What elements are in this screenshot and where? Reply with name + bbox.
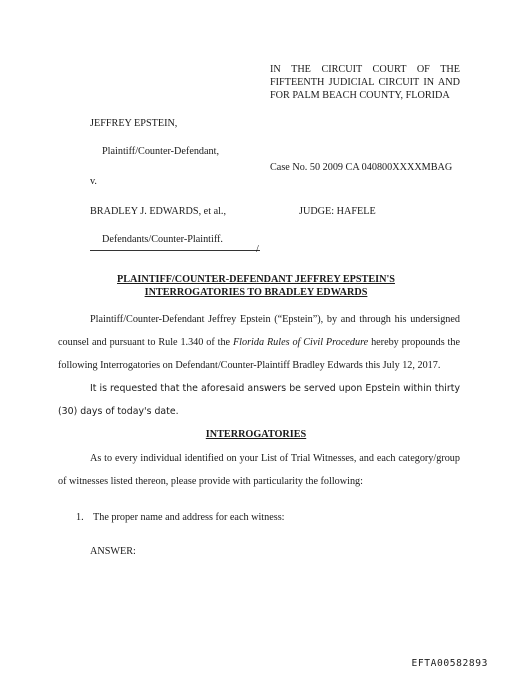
item-1-text: The proper name and address for each witness: — [93, 512, 285, 523]
court-line-3: FOR PALM BEACH COUNTY, FLORIDA — [270, 90, 450, 101]
plaintiff-role: Plaintiff/Counter-Defendant, — [102, 146, 220, 157]
case-number: Case No. 50 2009 CA 040800XXXXMBAG — [270, 162, 453, 173]
witness-text: As to every individual identified on your List of Trial Witnesses, and each category/group of witnesses listed thereon, please provide with particularity the following: — [58, 453, 460, 488]
intro-text-start: Plaintiff/Counter-Defendant Jeffrey Epstein (“Epstein”), by and through his undersigned counsel and pursuant to Rule 1.340 of the — [58, 314, 460, 349]
answer-label: ANSWER: — [90, 546, 136, 557]
interrogatories-heading: INTERROGATORIES — [205, 429, 307, 440]
plaintiff-name: JEFFREY EPSTEIN, — [90, 118, 178, 129]
caption-slash: / — [256, 244, 259, 255]
judge-label: JUDGE: HAFELE — [299, 206, 376, 217]
request-paragraph — [58, 377, 460, 423]
title-line-1: PLAINTIFF/COUNTER-DEFENDANT JEFFREY EPSTEIN'S — [117, 274, 395, 285]
intro-rules-title: Florida Rules of Civil Procedure — [232, 337, 369, 349]
versus-label: v. — [90, 176, 97, 187]
item-1-number: 1. — [76, 512, 84, 523]
court-line-2: FIFTEENTH JUDICIAL CIRCUIT IN AND — [270, 77, 460, 88]
caption-rule — [90, 250, 260, 251]
defendant-name: BRADLEY J. EDWARDS, et al., — [90, 206, 227, 217]
title-line-2: INTERROGATORIES TO BRADLEY EDWARDS — [144, 286, 368, 298]
witness-paragraph — [58, 447, 460, 493]
court-line-1: IN THE CIRCUIT COURT OF THE — [270, 64, 460, 75]
document-title — [0, 274, 512, 299]
intro-text-end: hereby propounds the following Interrogatories on Defendant/Counter-Plaintiff Bradley Edwards this July 12, 2017. — [58, 337, 460, 372]
request-text: It is requested that the aforesaid answers be served upon Epstein within thirty (30) days of today's date. — [58, 383, 460, 418]
defendant-role: Defendants/Counter-Plaintiff. — [102, 234, 223, 245]
intro-paragraph — [58, 308, 460, 378]
bates-number: EFTA00582893 — [411, 658, 488, 669]
court-heading — [270, 63, 460, 102]
